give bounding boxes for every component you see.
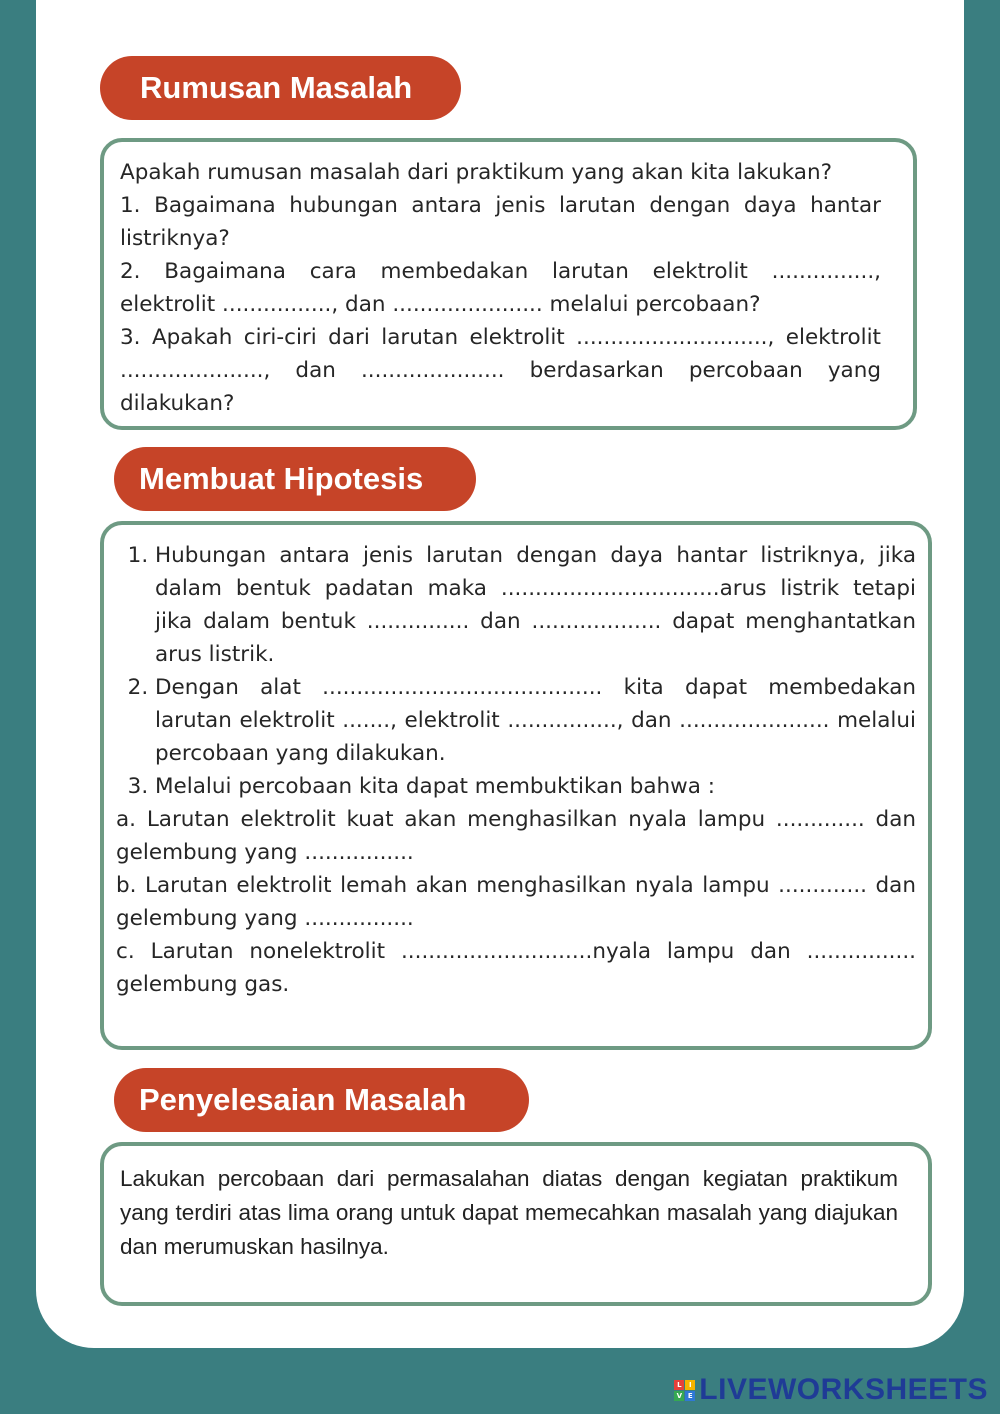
rumusan-masalah-box xyxy=(100,138,917,430)
hipotesis-item-1: 1. Hubungan antara jenis larutan dengan daya hantar listriknya, jika dalam bentuk padatan maka ................................arus listrik tetapi jika dalam bentuk ............... dan ................... dapat menghantatkan arus listrik. xyxy=(155,539,916,671)
hipotesis-sub-item-b: b. Larutan elektrolit lemah akan menghasilkan nyala lampu ............. dan gelembung yang ................ xyxy=(116,873,916,931)
hipotesis-sub-item-c: c. Larutan nonelektrolit ............................nyala lampu dan ................ gelembung gas. xyxy=(116,939,916,997)
penyelesaian-masalah-box xyxy=(100,1142,932,1306)
rumusan-item-2: 2. Bagaimana cara membedakan larutan elektrolit ..............., elektrolit ................, dan ...................... melalui percobaan? xyxy=(120,259,881,317)
hipotesis-text xyxy=(116,539,916,1001)
penyelesaian-masalah-heading: Penyelesaian Masalah xyxy=(114,1068,529,1132)
rumusan-masalah-text xyxy=(120,156,881,420)
hipotesis-sub-item-a: a. Larutan elektrolit kuat akan menghasilkan nyala lampu ............. dan gelembung yang ................ xyxy=(116,807,916,865)
rumusan-item-1: 1. Bagaimana hubungan antara jenis larutan dengan daya hantar listriknya? xyxy=(120,193,881,251)
live-blocks-icon: L I V E xyxy=(674,1380,695,1401)
hipotesis-list xyxy=(116,539,916,803)
membuat-hipotesis-heading: Membuat Hipotesis xyxy=(114,447,476,511)
brand-name: LIVEWORKSHEETS xyxy=(699,1373,988,1406)
rumusan-masalah-heading: Rumusan Masalah xyxy=(100,56,461,120)
liveworksheets-logo[interactable] xyxy=(674,1372,988,1408)
hipotesis-item-2: 2. Dengan alat ......................................... kita dapat membedakan larutan elektrolit ......., elektrolit ................, dan ...................... melalui percobaan yang dilakukan. xyxy=(155,671,916,770)
rumusan-item-3: 3. Apakah ciri-ciri dari larutan elektrolit ............................, elektrolit ....................., dan ..................... berdasarkan percobaan yang dilakukan? xyxy=(120,325,881,416)
rumusan-question: Apakah rumusan masalah dari praktikum yang akan kita lakukan? xyxy=(120,160,832,185)
penyelesaian-text: Lakukan percobaan dari permasalahan diatas dengan kegiatan praktikum yang terdiri atas lima orang untuk dapat memecahkan masalah yang diajukan dan merumuskan hasilnya. xyxy=(120,1166,898,1259)
hipotesis-item-3: 3. Melalui percobaan kita dapat membuktikan bahwa : xyxy=(155,770,916,803)
membuat-hipotesis-box xyxy=(100,521,932,1050)
